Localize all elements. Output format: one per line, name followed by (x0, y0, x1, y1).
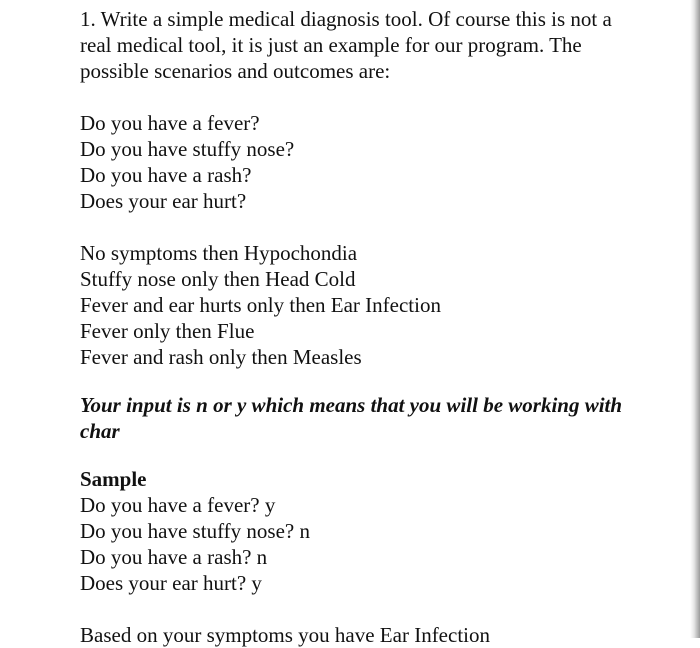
sample-heading: Sample (80, 467, 147, 491)
note-line: Your input is n or y which means that you will be working with (80, 393, 623, 417)
note-line: char (80, 419, 120, 443)
outcome-item: Fever and rash only then Measles (80, 345, 362, 369)
question-item: Do you have stuffy nose? (80, 137, 295, 161)
sample-line: Do you have a fever? y (80, 493, 276, 517)
outcome-item: No symptoms then Hypochondia (80, 241, 358, 265)
input-note (80, 392, 660, 444)
question-item: Do you have a fever? (80, 111, 260, 135)
outcome-item: Fever and ear hurts only then Ear Infection (80, 293, 441, 317)
question-item: Do you have a rash? (80, 163, 252, 187)
intro-line: 1. Write a simple medical diagnosis tool. Of course this is not a (80, 7, 612, 31)
page-edge-shadow (690, 0, 700, 638)
sample-line: Does your ear hurt? y (80, 571, 262, 595)
result-line: Based on your symptoms you have Ear Infection (80, 623, 490, 647)
sample-line: Do you have a rash? n (80, 545, 268, 569)
outcome-item: Stuffy nose only then Head Cold (80, 267, 356, 291)
sample-line: Do you have stuffy nose? n (80, 519, 310, 543)
assignment-text (80, 6, 660, 648)
intro-line: possible scenarios and outcomes are: (80, 59, 391, 83)
sample-result (80, 622, 660, 648)
questions-list (80, 110, 660, 214)
sample-section (80, 466, 660, 596)
question-item: Does your ear hurt? (80, 189, 247, 213)
outcome-item: Fever only then Flue (80, 319, 255, 343)
outcomes-list (80, 240, 660, 370)
intro-paragraph (80, 6, 660, 84)
intro-line: real medical tool, it is just an example for our program. The (80, 33, 582, 57)
